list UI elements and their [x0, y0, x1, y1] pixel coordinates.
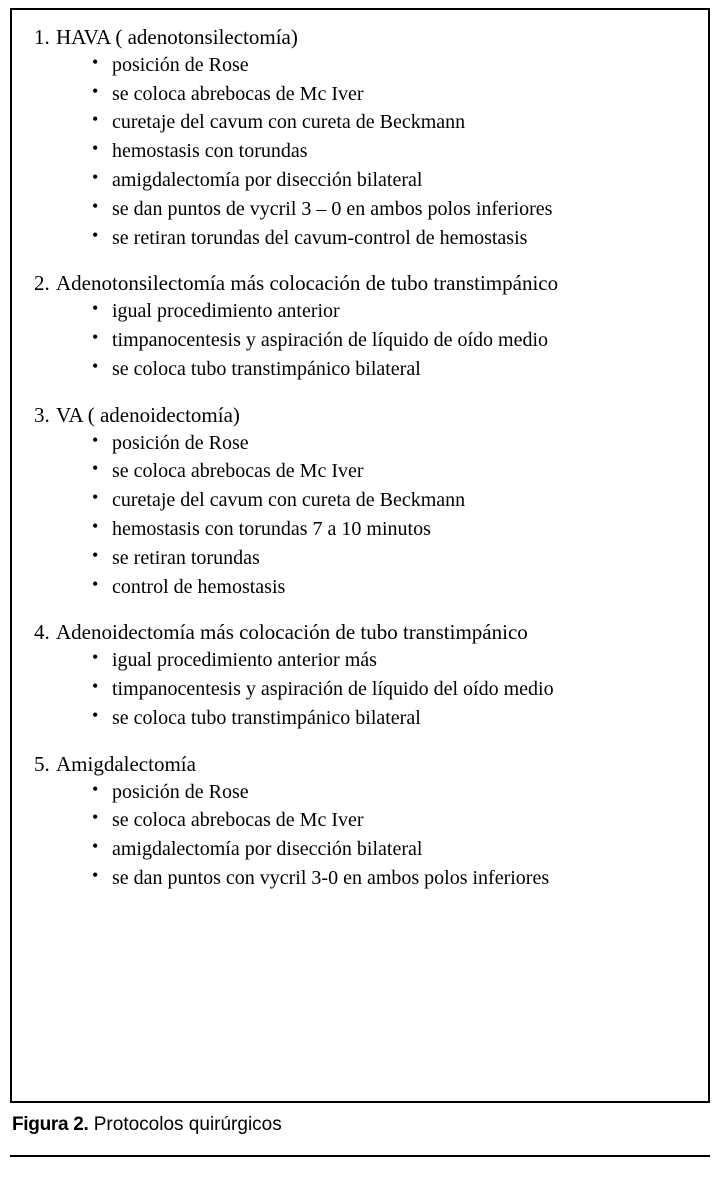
bullet-item: • se coloca abrebocas de Mc Iver: [92, 80, 698, 109]
list-item-number: 5.: [34, 751, 50, 776]
list-item-heading: [22, 402, 698, 429]
list-item-heading: [22, 619, 698, 646]
bullet-item: • se retiran torundas del cavum-control de hemostasis: [92, 224, 698, 253]
list-item-title: VA ( adenoidectomía): [56, 402, 240, 427]
list-item: [22, 270, 698, 383]
bullet-item: • se dan puntos de vycril 3 – 0 en ambos polos inferiores: [92, 195, 698, 224]
bullet-item: • curetaje del cavum con cureta de Beckmann: [92, 108, 698, 137]
bullet-item: • timpanocentesis y aspiración de líquido de oído medio: [92, 326, 698, 355]
list-item-number: 2.: [34, 271, 50, 296]
bullet-item: • igual procedimiento anterior más: [92, 646, 698, 675]
bullet-item: • amigdalectomía por disección bilateral: [92, 835, 698, 864]
bullet-list: [22, 429, 698, 602]
bullet-list: [22, 51, 698, 253]
list-item-number: 1.: [34, 25, 50, 49]
protocol-list: [12, 10, 708, 893]
list-item-title: Amigdalectomía: [56, 751, 196, 776]
bullet-item: • se retiran torundas: [92, 544, 698, 573]
list-item-title: Adenotonsilectomía más colocación de tubo transtimpánico: [56, 271, 559, 296]
bullet-item: • se coloca tubo transtimpánico bilateral: [92, 704, 698, 733]
bullet-item: • timpanocentesis y aspiración de líquido del oído medio: [92, 675, 698, 704]
list-item: [22, 24, 698, 252]
bullet-list: [22, 646, 698, 732]
list-item-title: HAVA ( adenotonsilectomía): [56, 25, 298, 49]
list-item: [22, 751, 698, 893]
bullet-item: • se coloca abrebocas de Mc Iver: [92, 806, 698, 835]
bullet-item: • hemostasis con torundas: [92, 137, 698, 166]
bullet-item: • se dan puntos con vycril 3-0 en ambos polos inferiores: [92, 864, 698, 893]
bullet-item: • se coloca tubo transtimpánico bilateral: [92, 355, 698, 384]
bullet-item: • se coloca abrebocas de Mc Iver: [92, 457, 698, 486]
list-item-number: 3.: [34, 402, 50, 427]
bullet-item: • hemostasis con torundas 7 a 10 minutos: [92, 515, 698, 544]
list-item-title: Adenoidectomía más colocación de tubo transtimpánico: [56, 620, 528, 645]
bullet-item: • curetaje del cavum con cureta de Beckmann: [92, 486, 698, 515]
bullet-item: • posición de Rose: [92, 429, 698, 458]
bullet-list: [22, 297, 698, 383]
list-item-heading: [22, 751, 698, 778]
bullet-item: • posición de Rose: [92, 778, 698, 807]
bullet-list: [22, 778, 698, 893]
list-item: [22, 402, 698, 602]
figure-caption: [12, 1114, 702, 1136]
bottom-rule: [10, 1155, 710, 1157]
figure-caption-label: Figura 2.: [12, 1114, 89, 1135]
bullet-item: • igual procedimiento anterior: [92, 297, 698, 326]
bullet-item: • control de hemostasis: [92, 573, 698, 602]
list-item: [22, 619, 698, 732]
bullet-item: • posición de Rose: [92, 51, 698, 80]
list-item-number: 4.: [34, 620, 50, 645]
list-item-heading: [22, 24, 698, 51]
list-item-heading: [22, 270, 698, 297]
figure-caption-text: Protocolos quirúrgicos: [88, 1114, 282, 1135]
figure-frame: [10, 8, 710, 1103]
bullet-item: • amigdalectomía por disección bilateral: [92, 166, 698, 195]
